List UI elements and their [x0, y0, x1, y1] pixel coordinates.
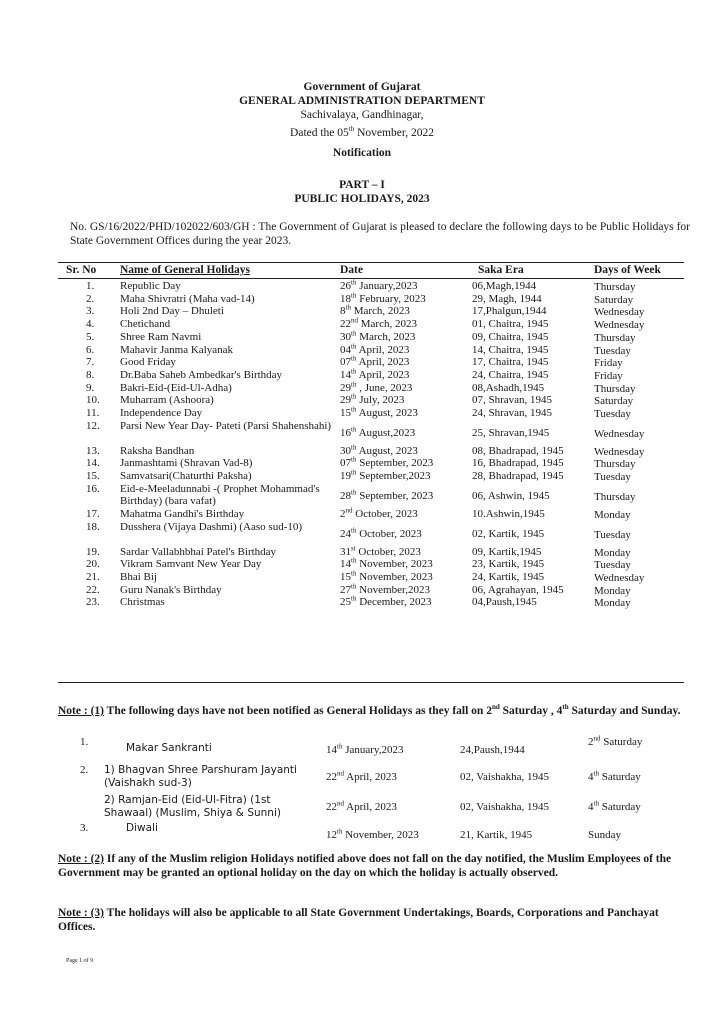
table-row-saka: 16, Bhadrapad, 1945 — [472, 457, 564, 470]
table-row-date: 29th July, 2023 — [340, 392, 405, 407]
table-row-date: 30th March, 2023 — [340, 329, 416, 343]
note-row-day: Sunday — [588, 829, 621, 841]
table-row-date: 15th August, 2023 — [340, 405, 418, 419]
table-row-saka: 24, Shravan, 1945 — [472, 407, 553, 419]
col-day-of-week: Days of Week — [594, 264, 661, 276]
table-row-holiday-name: Bhai Bij — [120, 570, 157, 583]
table-row-holiday-name: Guru Nanak's Birthday — [120, 583, 222, 596]
table-row-saka: 14, Chaitra, 1945 — [472, 343, 549, 356]
table-row-holiday-name: Dusshera (Vijaya Dashmi) (Aaso sud-10) — [120, 520, 303, 533]
table-row-sr: 12. — [86, 419, 100, 432]
table-row-date: 14th April, 2023 — [340, 367, 410, 381]
table-row-date: 22nd March, 2023 — [340, 316, 417, 331]
note-row-saka: 24,Paush,1944 — [460, 744, 525, 756]
table-row-sr: 1. — [86, 280, 95, 292]
table-row-date: 29th , June, 2023 — [340, 379, 413, 394]
table-row-date: 28th September, 2023 — [340, 488, 434, 502]
table-row-saka: 04,Paush,1945 — [472, 596, 537, 609]
table-row-date: 30th August, 2023 — [340, 443, 418, 457]
table-row-saka: 01, Chaitra, 1945 — [472, 318, 549, 331]
table-row-day: Thursday — [594, 490, 636, 503]
table-row-sr: 23. — [86, 596, 100, 609]
table-row-saka: 28, Bhadrapad, 1945 — [472, 470, 564, 483]
table-row-sr: 19. — [86, 545, 100, 558]
table-row-date: 25th December, 2023 — [340, 594, 432, 609]
table-row-holiday-name: Good Friday — [120, 356, 176, 369]
table-row-holiday-name: Dr.Baba Saheb Ambedkar's Birthday — [120, 368, 283, 381]
table-row-date: 04th April, 2023 — [340, 341, 410, 356]
table-row-date: 16th August,2023 — [340, 425, 416, 439]
table-row-sr: 9. — [86, 381, 95, 394]
table-bottom-rule — [58, 682, 684, 683]
table-row-day: Wednesday — [594, 427, 645, 440]
table-row-day: Monday — [594, 508, 631, 521]
table-row-date: 27th November,2023 — [340, 581, 430, 596]
table-row-holiday-name: Parsi New Year Day- Pateti (Parsi Shahenshahi) — [120, 419, 332, 432]
table-row-date: 14th November, 2023 — [340, 556, 433, 571]
table-row-saka: 25, Shravan,1945 — [472, 426, 550, 439]
table-row-saka: 17,Phalgun,1944 — [472, 305, 547, 318]
table-row-day: Tuesday — [594, 408, 631, 420]
table-row-sr: 6. — [86, 343, 95, 356]
notification-title: Notification — [332, 147, 392, 159]
table-row-day: Thursday — [594, 281, 636, 293]
govt-title: Government of Gujarat — [303, 81, 421, 93]
table-top-rule — [58, 262, 684, 263]
table-row-saka: 06,Magh,1944 — [472, 280, 537, 292]
table-row-sr: 17. — [86, 507, 100, 520]
table-row-date: 07th April, 2023 — [340, 354, 410, 369]
table-row-date: 15th November, 2023 — [340, 569, 433, 583]
table-row-date: 8th March, 2023 — [340, 303, 410, 318]
intro-paragraph: No. GS/16/2022/PHD/102022/603/GH : The Government of Gujarat is pleased to declare the following days to be Public Holidays for State Government Offices during the year 2023. — [70, 221, 690, 247]
table-row-sr: 7. — [86, 356, 95, 369]
table-row-date: 07th September, 2023 — [340, 455, 434, 470]
dept-title: GENERAL ADMINISTRATION DEPARTMENT — [239, 95, 485, 107]
table-row-sr: 13. — [86, 444, 100, 457]
table-row-saka: 06, Ashwin, 1945 — [472, 489, 550, 502]
table-row-day: Tuesday — [594, 344, 631, 357]
note-row-date: 12th November, 2023 — [326, 827, 419, 841]
table-row-day: Tuesday — [594, 559, 631, 572]
note-row-holiday-name: 1) Bhagvan Shree Parshuram Jayanti (Vaishakh sud-3) — [104, 764, 297, 789]
table-row-holiday-name: Mahavir Janma Kalyanak — [120, 343, 234, 356]
table-row-date: 19th September,2023 — [340, 468, 431, 483]
note-row-sr: 1. — [80, 736, 89, 748]
table-row-sr: 22. — [86, 583, 100, 596]
note-row-holiday-name: Diwali — [126, 822, 158, 834]
table-row-day: Wednesday — [594, 445, 645, 458]
table-row-sr: 3. — [86, 305, 95, 318]
table-row-holiday-name: Bakri-Eid-(Eid-Ul-Adha) — [120, 381, 232, 394]
table-row-day: Monday — [594, 597, 631, 610]
note-row-sr: 3. — [80, 822, 89, 834]
note-row-holiday-name: 2) Ramjan-Eid (Eid-Ul-Fitra) (1st Shawaal) (Muslim, Shiya & Sunni) — [104, 794, 281, 819]
note-row-day: 4th Saturday — [588, 769, 641, 783]
table-row-day: Monday — [594, 584, 631, 597]
table-row-day: Friday — [594, 369, 623, 382]
table-row-holiday-name: Eid-e-Meeladunnabi -( Prophet Mohammad's Birthday) (bara vafat) — [120, 482, 320, 508]
table-row-day: Wednesday — [594, 571, 645, 584]
table-row-holiday-name: Mahatma Gandhi's Birthday — [120, 507, 245, 520]
table-row-holiday-name: Christmas — [120, 596, 165, 609]
table-row-sr: 14. — [86, 457, 100, 470]
note-row-date: 14th January,2023 — [326, 742, 404, 756]
table-row-saka: 17, Chaitra, 1945 — [472, 356, 549, 369]
table-row-day: Friday — [594, 357, 623, 370]
table-row-saka: 23, Kartik, 1945 — [472, 558, 545, 571]
table-row-saka: 24, Kartik, 1945 — [472, 570, 545, 583]
table-row-holiday-name: Republic Day — [120, 280, 181, 292]
note-3: Note : (3) The holidays will also be applicable to all State Government Undertakings, Boards, Corporations and Panchayat Offices. — [58, 907, 659, 933]
table-row-day: Monday — [594, 546, 631, 559]
table-row-day: Wednesday — [594, 306, 645, 319]
table-row-holiday-name: Raksha Bandhan — [120, 444, 195, 457]
table-row-day: Saturday — [594, 293, 634, 306]
table-row-holiday-name: Holi 2nd Day – Dhuleti — [120, 305, 224, 318]
table-row-sr: 15. — [86, 470, 100, 483]
table-row-day: Saturday — [594, 395, 634, 408]
table-row-day: Thursday — [594, 331, 636, 344]
note-row-saka: 21, Kartik, 1945 — [460, 829, 533, 841]
col-sr-no: Sr. No — [66, 264, 97, 276]
table-row-sr: 21. — [86, 570, 100, 583]
table-row-day: Thursday — [594, 382, 636, 395]
table-row-sr: 8. — [86, 368, 95, 381]
table-row-saka: 24, Chaitra, 1945 — [472, 368, 549, 381]
part-title: PART – I — [339, 179, 385, 191]
page-footer: Page 1 of 9 — [66, 958, 94, 964]
place: Sachivalaya, Gandhinagar, — [300, 109, 424, 121]
note-row-sr: 2. — [80, 764, 89, 776]
note-row-day: 2nd Saturday — [588, 734, 643, 748]
note-row-saka: 02, Vaishakha, 1945 — [460, 771, 550, 783]
table-row-date: 26th January,2023 — [340, 278, 418, 292]
table-row-saka: 07, Shravan, 1945 — [472, 394, 553, 407]
table-row-date: 18th February, 2023 — [340, 291, 426, 305]
table-row-sr: 4. — [86, 318, 95, 331]
note-row-date: 22nd April, 2023 — [326, 799, 397, 813]
table-row-saka: 08,Ashadh,1945 — [472, 381, 545, 394]
table-row-holiday-name: Sardar Vallabhbhai Patel's Birthday — [120, 545, 277, 558]
table-row-sr: 18. — [86, 520, 100, 533]
col-date: Date — [340, 264, 363, 276]
table-header-rule — [58, 278, 684, 279]
table-row-day: Thursday — [594, 458, 636, 471]
table-row-holiday-name: Muharram (Ashoora) — [120, 394, 214, 407]
table-row-saka: 09, Kartik,1945 — [472, 545, 542, 558]
table-row-holiday-name: Maha Shivratri (Maha vad-14) — [120, 292, 255, 305]
page-title: PUBLIC HOLIDAYS, 2023 — [294, 193, 430, 205]
table-row-holiday-name: Samvatsari(Chaturthi Paksha) — [120, 470, 252, 483]
table-row-holiday-name: Janmashtami (Shravan Vad-8) — [120, 457, 253, 470]
table-row-day: Tuesday — [594, 471, 631, 484]
table-row-holiday-name: Chetichand — [120, 318, 171, 331]
table-row-holiday-name: Independence Day — [120, 407, 203, 419]
table-row-sr: 16. — [86, 482, 100, 495]
note-row-date: 22nd April, 2023 — [326, 769, 397, 783]
table-row-sr: 2. — [86, 292, 95, 305]
table-row-date: 24th October, 2023 — [340, 525, 422, 540]
table-row-saka: 08, Bhadrapad, 1945 — [472, 444, 564, 457]
table-row-day: Tuesday — [594, 528, 631, 541]
table-row-date: 2nd October, 2023 — [340, 506, 418, 520]
col-holiday-name: Name of General Holidays — [120, 264, 250, 276]
table-row-day: Wednesday — [594, 319, 645, 332]
table-row-saka: 09, Chaitra, 1945 — [472, 330, 549, 343]
date-line: Dated the 05th November, 2022 — [290, 125, 434, 139]
table-row-sr: 10. — [86, 394, 100, 407]
table-row-sr: 11. — [86, 407, 100, 419]
note-1: Note : (1) The following days have not been notified as General Holidays as they fall on 2nd Saturday , 4th Saturday and Sunday. — [58, 703, 681, 717]
note-2: Note : (2) If any of the Muslim religion Holidays notified above does not fall on the day notified, the Muslim Employees of the Government may be granted an optional holiday on the day on which the holiday is actually observed. — [58, 853, 672, 879]
table-row-sr: 5. — [86, 330, 95, 343]
note-row-saka: 02, Vaishakha, 1945 — [460, 801, 550, 813]
table-row-saka: 29, Magh, 1944 — [472, 292, 542, 305]
note-row-holiday-name: Makar Sankranti — [126, 742, 212, 754]
table-row-saka: 06, Agrahayan, 1945 — [472, 583, 564, 596]
table-row-saka: 10.Ashwin,1945 — [472, 507, 545, 520]
table-row-date: 31st October, 2023 — [340, 543, 421, 558]
table-row-sr: 20. — [86, 558, 100, 571]
table-row-holiday-name: Shree Ram Navmi — [120, 330, 202, 343]
col-saka-era: Saka Era — [478, 264, 524, 276]
note-row-day: 4th Saturday — [588, 799, 641, 813]
table-row-saka: 02, Kartik, 1945 — [472, 527, 545, 540]
table-row-holiday-name: Vikram Samvant New Year Day — [120, 558, 262, 571]
